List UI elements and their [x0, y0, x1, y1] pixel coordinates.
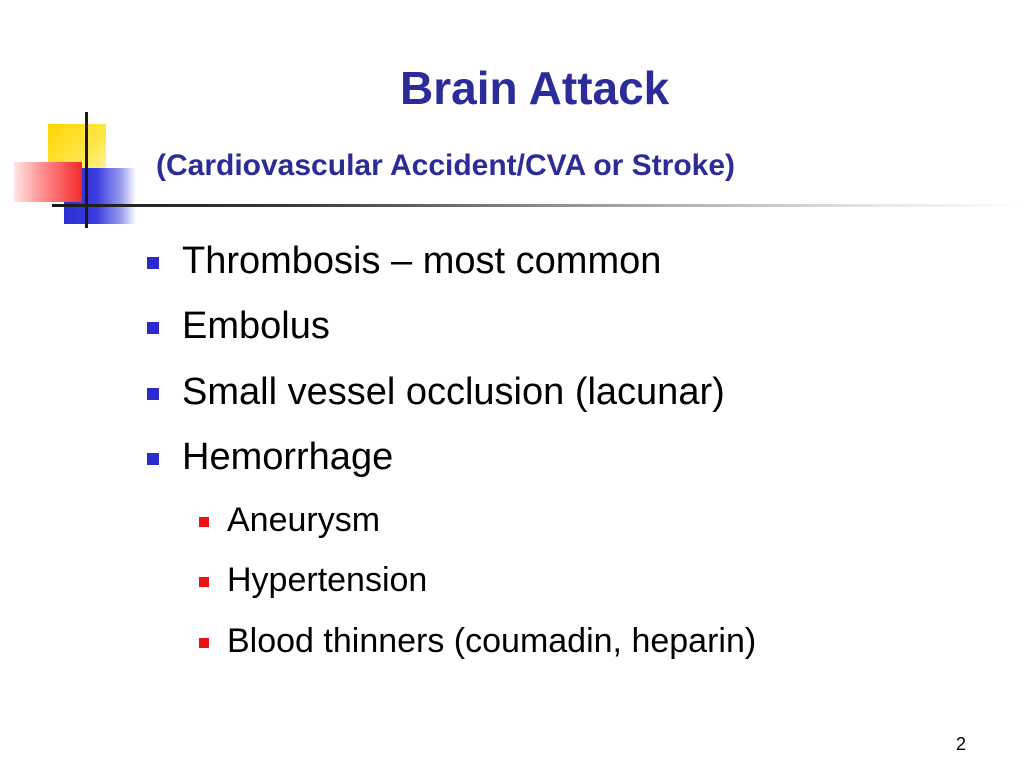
- page-number: 2: [955, 734, 966, 754]
- red-square-bullet-icon: [199, 638, 209, 648]
- sub-bullet-item: [227, 620, 756, 662]
- red-square-decoration: [14, 162, 82, 202]
- blue-square-bullet-icon: [147, 322, 159, 334]
- sub-bullet-text: Hypertension: [227, 561, 428, 599]
- red-square-bullet-icon: [199, 577, 209, 587]
- bullet-item: [182, 238, 661, 284]
- bullet-text: Hemorrhage: [182, 436, 394, 478]
- sub-bullet-item: [227, 499, 380, 541]
- sub-bullet-text: Aneurysm: [227, 501, 381, 539]
- blue-square-bullet-icon: [147, 388, 159, 400]
- bullet-item: [182, 434, 393, 480]
- bullet-text: Thrombosis – most common: [182, 240, 662, 282]
- slide-subtitle: (Cardiovascular Accident/CVA or Stroke): [156, 149, 736, 182]
- bullet-text: Small vessel occlusion (lacunar): [182, 371, 725, 413]
- bullet-item: [182, 369, 725, 415]
- bullet-item: [182, 303, 330, 349]
- bullet-text: Embolus: [182, 305, 330, 347]
- vertical-rule-line: [85, 112, 88, 228]
- red-square-bullet-icon: [199, 517, 209, 527]
- blue-square-bullet-icon: [147, 257, 159, 269]
- horizontal-rule-line: [52, 204, 1024, 207]
- sub-bullet-text: Blood thinners (coumadin, heparin): [227, 622, 757, 660]
- slide-title: Brain Attack: [400, 62, 670, 114]
- blue-square-bullet-icon: [147, 453, 159, 465]
- sub-bullet-item: [227, 559, 427, 601]
